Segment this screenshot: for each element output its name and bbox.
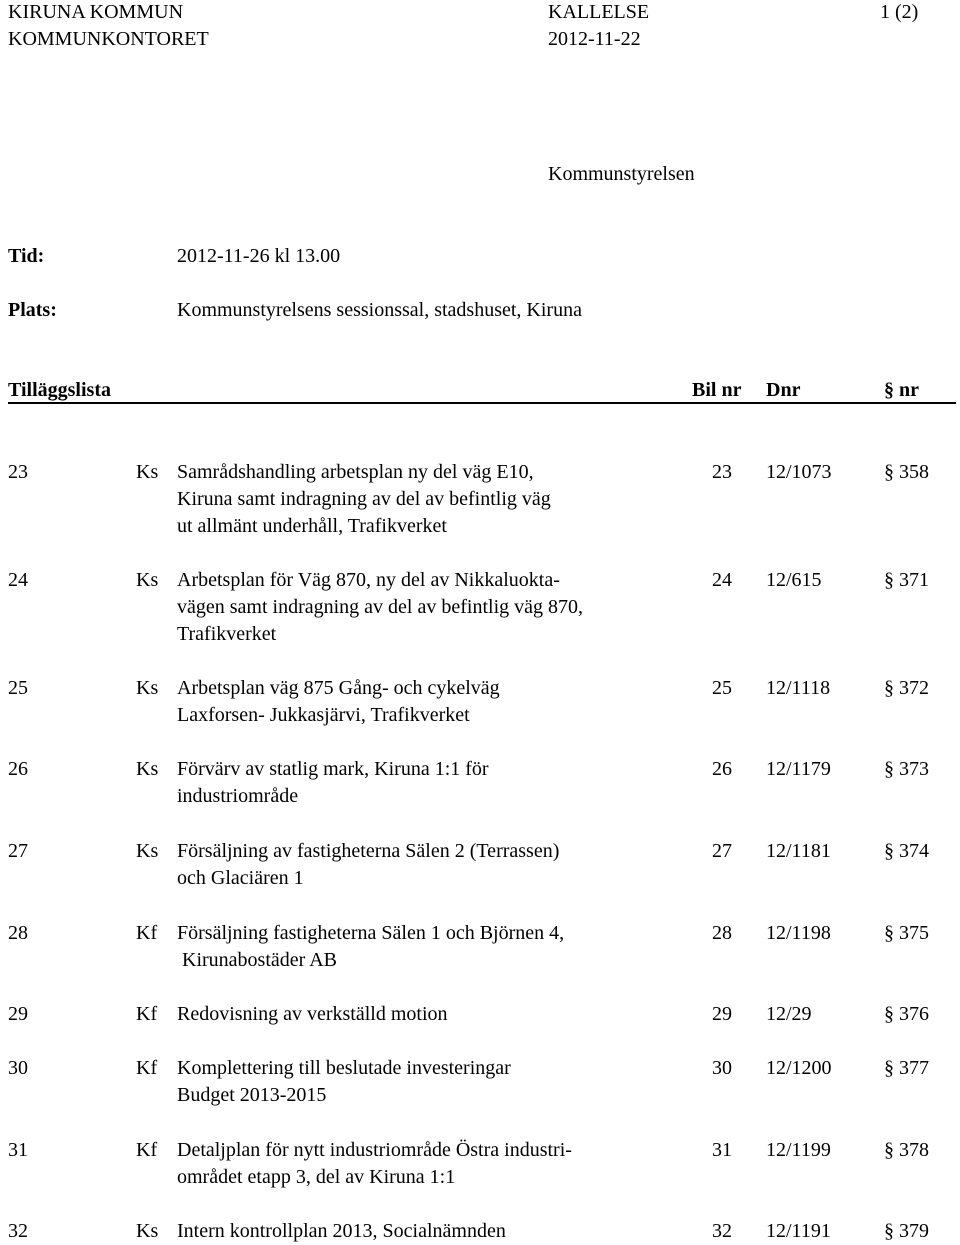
item-body: Ks — [136, 840, 159, 862]
time-label: Tid: — [8, 245, 45, 267]
item-title — [177, 756, 489, 810]
item-dnr: 12/1198 — [766, 922, 831, 944]
item-title — [177, 1218, 506, 1245]
item-paragraph: § 374 — [884, 840, 929, 862]
agenda-heading: Tilläggslista — [8, 379, 111, 401]
column-header-paragraph: § nr — [884, 379, 919, 401]
item-number: 32 — [8, 1220, 28, 1242]
item-title — [177, 838, 559, 892]
item-body: Kf — [136, 1139, 158, 1161]
item-number: 28 — [8, 922, 28, 944]
item-title-line: Budget 2013-2015 — [177, 1084, 327, 1106]
item-title-line: industriområde — [177, 785, 299, 807]
item-bil-nr: 24 — [712, 569, 732, 591]
item-title — [177, 567, 583, 648]
column-header-bil: Bil nr — [692, 379, 742, 401]
item-body: Ks — [136, 758, 159, 780]
item-paragraph: § 376 — [884, 1003, 929, 1025]
item-dnr: 12/1181 — [766, 840, 831, 862]
item-paragraph: § 373 — [884, 758, 929, 780]
page-number: 1 (2) — [880, 1, 919, 23]
org-office: KOMMUNKONTORET — [8, 28, 209, 50]
item-title — [177, 1001, 448, 1028]
document-type: KALLELSE — [548, 1, 650, 23]
item-title-line: vägen samt indragning av del av befintlig väg 870, — [177, 596, 584, 618]
item-bil-nr: 23 — [712, 461, 732, 483]
item-title-line: Kirunabostäder AB — [177, 949, 337, 971]
item-number: 23 — [8, 461, 28, 483]
item-bil-nr: 29 — [712, 1003, 732, 1025]
item-bil-nr: 26 — [712, 758, 732, 780]
item-title-line: Samrådshandling arbetsplan ny del väg E10, — [177, 461, 534, 483]
item-title-line: Arbetsplan väg 875 Gång- och cykelväg — [177, 677, 500, 699]
item-body: Ks — [136, 677, 159, 699]
item-paragraph: § 377 — [884, 1057, 929, 1079]
item-number: 31 — [8, 1139, 28, 1161]
item-dnr: 12/1118 — [766, 677, 831, 699]
item-body: Kf — [136, 1003, 158, 1025]
item-title-line: Försäljning fastigheterna Sälen 1 och Björnen 4, — [177, 922, 565, 944]
item-paragraph: § 372 — [884, 677, 929, 699]
item-paragraph: § 375 — [884, 922, 929, 944]
item-dnr: 12/1199 — [766, 1139, 831, 1161]
item-title-line: området etapp 3, del av Kiruna 1:1 — [177, 1166, 456, 1188]
item-title-line: Förvärv av statlig mark, Kiruna 1:1 för — [177, 758, 489, 780]
item-title — [177, 1055, 511, 1109]
header-divider — [8, 402, 956, 404]
item-dnr: 12/1191 — [766, 1220, 831, 1242]
item-bil-nr: 32 — [712, 1220, 732, 1242]
item-title-line: Komplettering till beslutade investeringar — [177, 1057, 511, 1079]
item-body: Ks — [136, 461, 159, 483]
item-number: 25 — [8, 677, 28, 699]
item-dnr: 12/1073 — [766, 461, 832, 483]
item-number: 26 — [8, 758, 28, 780]
place-label: Plats: — [8, 299, 57, 321]
item-dnr: 12/1179 — [766, 758, 831, 780]
item-title — [177, 920, 564, 974]
item-bil-nr: 30 — [712, 1057, 732, 1079]
item-title-line: Redovisning av verkställd motion — [177, 1003, 448, 1025]
item-bil-nr: 31 — [712, 1139, 732, 1161]
item-paragraph: § 378 — [884, 1139, 929, 1161]
item-title — [177, 459, 551, 540]
item-dnr: 12/1200 — [766, 1057, 832, 1079]
item-title — [177, 1137, 572, 1191]
item-title-line: Försäljning av fastigheterna Sälen 2 (Terrassen) — [177, 840, 560, 862]
item-title — [177, 675, 500, 729]
item-bil-nr: 25 — [712, 677, 732, 699]
item-bil-nr: 27 — [712, 840, 732, 862]
item-title-line: Intern kontrollplan 2013, Socialnämnden — [177, 1220, 506, 1242]
item-title-line: Trafikverket — [177, 623, 277, 645]
item-title-line: Detaljplan för nytt industriområde Östra industri- — [177, 1139, 572, 1161]
item-bil-nr: 28 — [712, 922, 732, 944]
item-body: Kf — [136, 922, 158, 944]
item-title-line: Arbetsplan för Väg 870, ny del av Nikkaluokta- — [177, 569, 560, 591]
item-dnr: 12/29 — [766, 1003, 812, 1025]
item-title-line: ut allmänt underhåll, Trafikverket — [177, 515, 447, 537]
item-title-line: Laxforsen- Jukkasjärvi, Trafikverket — [177, 704, 470, 726]
item-body: Ks — [136, 1220, 159, 1242]
item-paragraph: § 371 — [884, 569, 929, 591]
item-paragraph: § 358 — [884, 461, 929, 483]
column-header-dnr: Dnr — [766, 379, 801, 401]
item-number: 27 — [8, 840, 28, 862]
document-date: 2012-11-22 — [548, 28, 641, 50]
item-title-line: och Glaciären 1 — [177, 867, 304, 889]
place-value: Kommunstyrelsens sessionssal, stadshuset, Kiruna — [177, 299, 582, 321]
org-name: KIRUNA KOMMUN — [8, 1, 184, 23]
item-number: 29 — [8, 1003, 28, 1025]
item-paragraph: § 379 — [884, 1220, 929, 1242]
item-number: 30 — [8, 1057, 28, 1079]
item-title-line: Kiruna samt indragning av del av befintlig väg — [177, 488, 551, 510]
item-body: Ks — [136, 569, 159, 591]
item-number: 24 — [8, 569, 28, 591]
item-dnr: 12/615 — [766, 569, 822, 591]
item-body: Kf — [136, 1057, 158, 1079]
time-value: 2012-11-26 kl 13.00 — [177, 245, 341, 267]
board-name: Kommunstyrelsen — [548, 163, 695, 185]
